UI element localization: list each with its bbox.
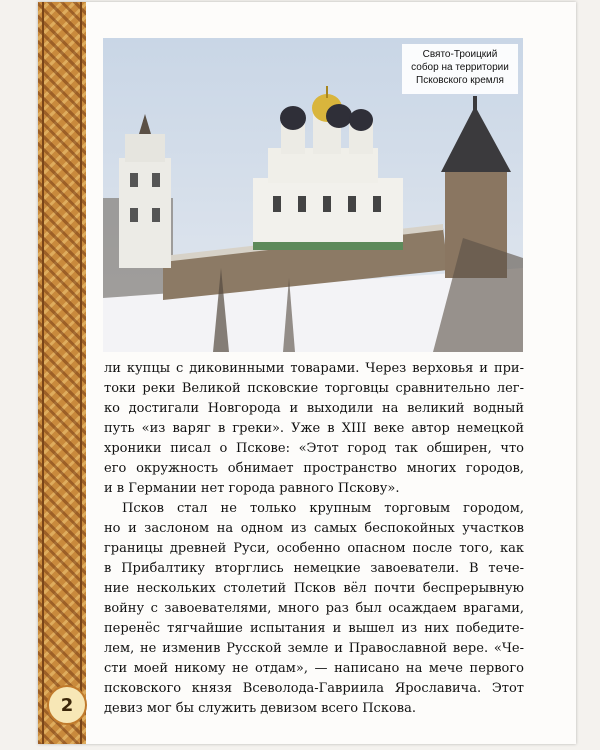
text-line: токи реки Великой псковские торговцы сравнительно лег- <box>104 381 524 396</box>
text-line: границы древней Руси, особенно опасном после того, как <box>104 541 524 556</box>
caption-line: Псковского кремля <box>416 75 504 86</box>
text-line: в Прибалтику вторглись немецкие завоеватели. В тече- <box>104 561 524 576</box>
ornamental-border <box>38 2 86 744</box>
text-line: перенёс тягчайшие испытания и вышел из них победите- <box>104 621 524 636</box>
text-line: девиз мог бы служить девизом всего Пскова. <box>104 701 416 716</box>
paragraph <box>104 359 524 499</box>
text-line: ли купцы с диковинными товарами. Через верховья и при- <box>104 361 524 376</box>
text-line: но и заслоном на одном из самых беспокойных участков <box>104 521 524 536</box>
text-line: ние нескольких столетий Псков вёл почти беспрерывную <box>104 581 524 596</box>
text-line: хроники писал о Пскове: «Этот город так обширен, что <box>104 441 524 456</box>
text-line: его окружность обнимает пространство многих городов, <box>104 461 524 476</box>
text-line: ко достигали Новгорода и выходили на великий водный <box>104 401 524 416</box>
text-line: Псков стал не только крупным торговым городом, <box>122 501 524 516</box>
text-line: псковского князя Всеволода-Гавриила Ярославича. Этот <box>104 681 524 696</box>
text-line: войну с завоевателями, много раз был осаждаем врагами, <box>104 601 524 616</box>
text-line: сти моей никому не отдам», — написано на мече первого <box>104 661 524 676</box>
paragraph <box>104 499 524 719</box>
caption-line: Свято-Троицкий <box>422 49 498 60</box>
page-number-badge <box>47 685 87 725</box>
text-line: и в Германии нет города равного Пскову». <box>104 481 400 496</box>
body-text <box>104 359 524 719</box>
text-line: лем, не изменив Русской земле и Православной вере. «Че- <box>104 641 524 656</box>
caption-line: собор на территории <box>411 62 509 73</box>
photo-caption <box>402 44 518 94</box>
page-number: 2 <box>60 694 74 716</box>
text-line: путь «из варяг в греки». Уже в XIII веке автор немецкой <box>104 421 524 436</box>
